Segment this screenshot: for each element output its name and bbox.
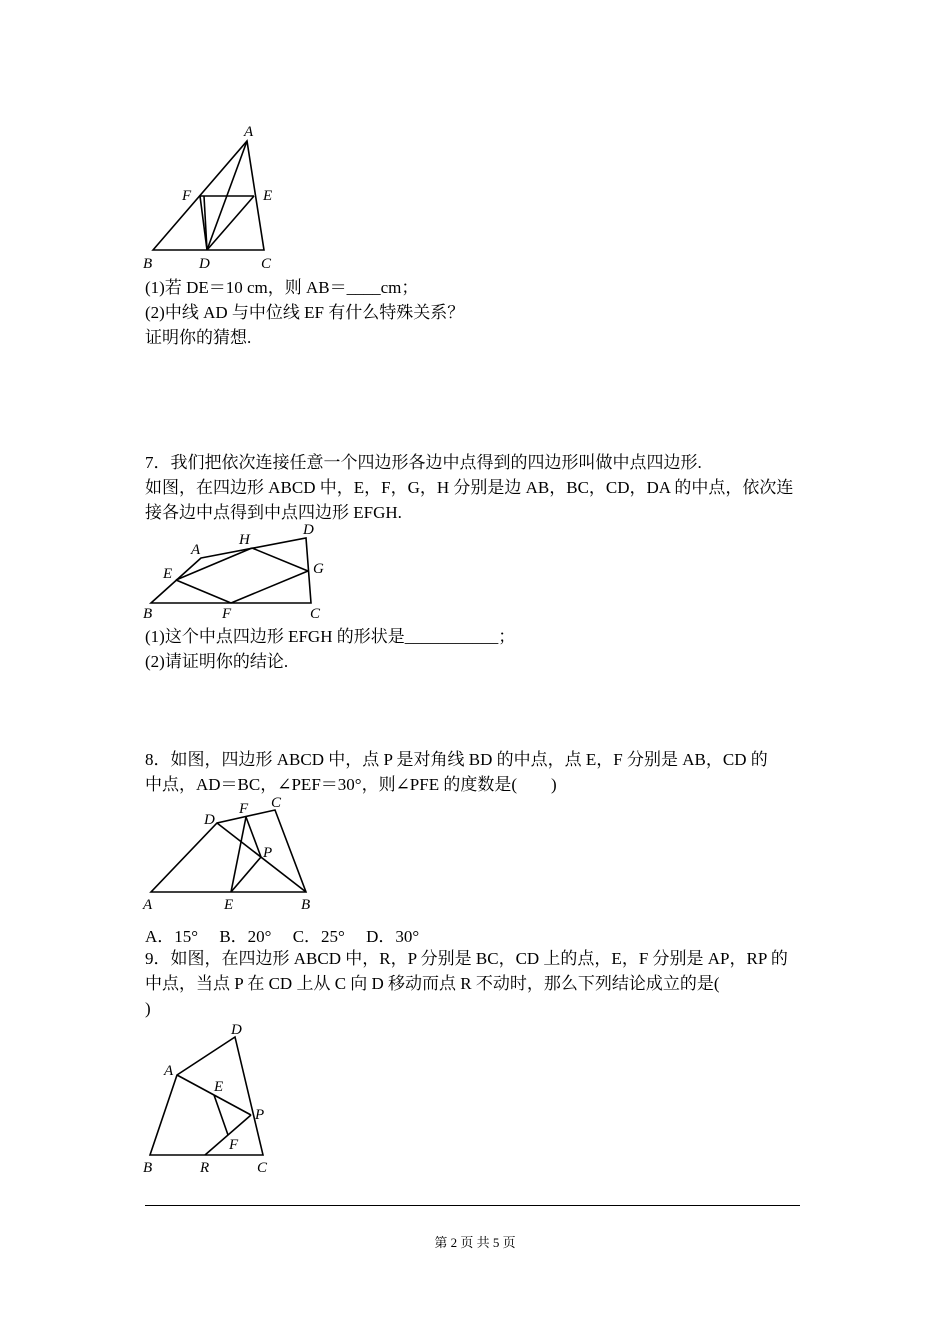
- q9-line1: 9．如图，在四边形 ABCD 中，R，P 分别是 BC，CD 上的点，E，F 分别是 AP，RP 的: [145, 949, 788, 968]
- page-footer: 第 2 页 共 5 页: [434, 1235, 516, 1250]
- figure-triangle-abc: [135, 118, 295, 274]
- q6-part3: 证明你的猜想.: [145, 328, 252, 347]
- label-B: B: [143, 606, 153, 622]
- q9-line3: ): [145, 999, 151, 1018]
- label-B: B: [143, 256, 153, 272]
- q7-line3: 接各边中点得到中点四边形 EFGH.: [145, 503, 402, 522]
- label-E: E: [163, 566, 173, 582]
- label-A: A: [191, 542, 201, 558]
- label-R: R: [200, 1160, 210, 1176]
- q6-part1: (1)若 DE＝10 cm，则 AB＝____cm；: [145, 278, 419, 297]
- label-C: C: [257, 1160, 268, 1176]
- figure-quadrilateral-pef: [135, 795, 335, 915]
- footer-rule: [145, 1205, 800, 1206]
- label-E: E: [263, 188, 273, 204]
- label-B: B: [143, 1160, 153, 1176]
- label-E: E: [224, 897, 234, 913]
- label-B: B: [301, 897, 311, 913]
- label-E: E: [214, 1079, 224, 1095]
- label-P: P: [263, 845, 273, 861]
- label-D: D: [303, 522, 314, 538]
- label-C: C: [271, 795, 282, 811]
- q7-part1: (1)这个中点四边形 EFGH 的形状是___________；: [145, 627, 516, 646]
- label-G: G: [313, 561, 324, 577]
- label-H: H: [239, 532, 250, 548]
- figure-midpoint-quadrilateral: [135, 520, 335, 620]
- q7-line1: 7．我们把依次连接任意一个四边形各边中点得到的四边形叫做中点四边形.: [145, 453, 702, 472]
- label-A: A: [164, 1063, 174, 1079]
- label-P: P: [255, 1107, 265, 1123]
- label-F: F: [229, 1137, 239, 1153]
- label-F: F: [182, 188, 192, 204]
- label-D: D: [231, 1022, 242, 1038]
- label-D: D: [204, 812, 215, 828]
- q8-line1: 8．如图，四边形 ABCD 中，点 P 是对角线 BD 的中点，点 E，F 分别是 AB，CD 的: [145, 750, 768, 769]
- label-F: F: [222, 606, 232, 622]
- label-C: C: [261, 256, 272, 272]
- q6-part2: (2)中线 AD 与中位线 EF 有什么特殊关系？: [145, 303, 465, 322]
- label-A: A: [244, 124, 254, 140]
- q7-part2: (2)请证明你的结论.: [145, 652, 289, 671]
- q9-line2: 中点，当点 P 在 CD 上从 C 向 D 移动而点 R 不动时，那么下列结论成立的是(: [145, 974, 720, 993]
- label-F: F: [239, 801, 249, 817]
- figure-quadrilateral-rp: [135, 1015, 295, 1180]
- label-C: C: [310, 606, 321, 622]
- q7-line2: 如图，在四边形 ABCD 中，E，F，G，H 分别是边 AB，BC，CD，DA 的中点，依次连: [145, 478, 794, 497]
- label-D: D: [199, 256, 210, 272]
- q8-options: A．15° B．20° C．25° D．30°: [145, 927, 420, 946]
- label-A: A: [143, 897, 153, 913]
- q8-line2: 中点，AD＝BC，∠PEF＝30°，则∠PFE 的度数是( ): [145, 775, 557, 794]
